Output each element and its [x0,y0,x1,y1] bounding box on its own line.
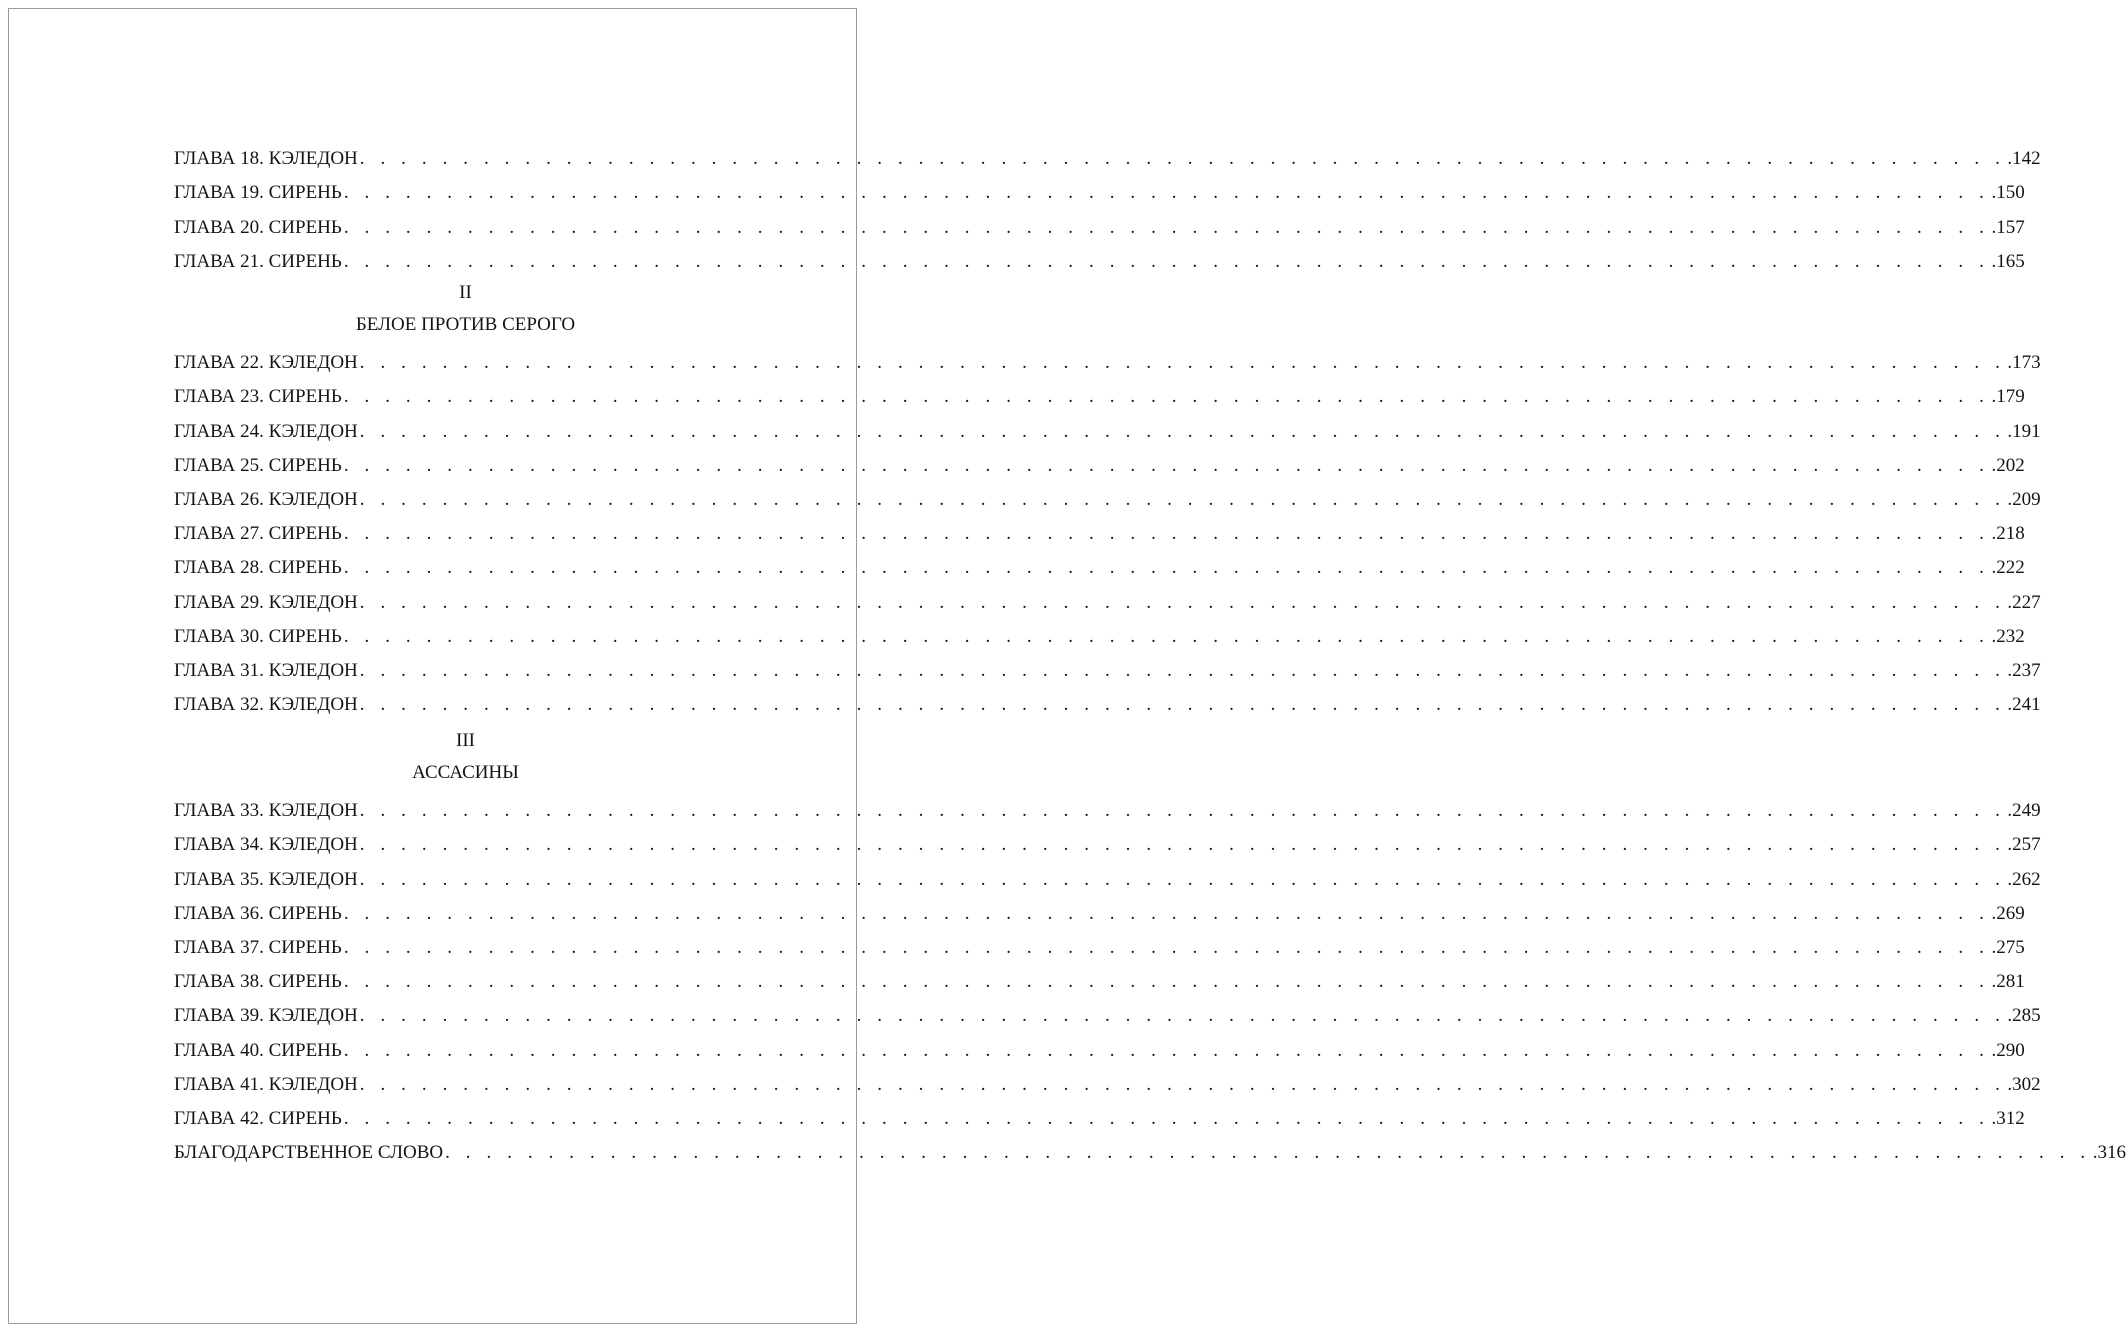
toc-entry[interactable] [174,582,2041,616]
toc-entry-page: .316 [2092,1142,2126,1164]
toc-entry-page: .218 [1991,523,2025,545]
toc-entry[interactable] [174,1133,2126,1167]
toc-entry-page: .209 [2007,488,2041,510]
dot-leader: . . . . . . . . . . . . . . . . . . . . . . . . . . . . . . . . . . . . . . . . . . . . . . . . . . . . . . . . . . . . . . . . . . . . . . . . . . . . . . . . [343,1039,1990,1061]
toc-entry-title: ГЛАВА 25. СИРЕНЬ [174,454,342,476]
toc-entry[interactable] [174,962,2025,996]
toc-entry-title: ГЛАВА 40. СИРЕНЬ [174,1039,342,1061]
toc-entry[interactable] [174,548,2025,582]
dot-leader: . . . . . . . . . . . . . . . . . . . . . . . . . . . . . . . . . . . . . . . . . . . . . . . . . . . . . . . . . . . . . . . . . . . . . . . . . . . . . . . . [445,1142,2091,1164]
dot-leader: . . . . . . . . . . . . . . . . . . . . . . . . . . . . . . . . . . . . . . . . . . . . . . . . . . . . . . . . . . . . . . . . . . . . . . . . . . . . . . . . [359,1005,2006,1027]
toc-entry-title: ГЛАВА 41. КЭЛЕДОН [174,1073,358,1095]
toc-block-part1 [174,139,2041,276]
toc-entry[interactable] [174,139,2041,173]
dot-leader: . . . . . . . . . . . . . . . . . . . . . . . . . . . . . . . . . . . . . . . . . . . . . . . . . . . . . . . . . . . . . . . . . . . . . . . . . . . . . . . . [359,800,2006,822]
toc-entry[interactable] [174,1065,2041,1099]
dot-leader: . . . . . . . . . . . . . . . . . . . . . . . . . . . . . . . . . . . . . . . . . . . . . . . . . . . . . . . . . . . . . . . . . . . . . . . . . . . . . . . . [343,386,1990,408]
dot-leader: . . . . . . . . . . . . . . . . . . . . . . . . . . . . . . . . . . . . . . . . . . . . . . . . . . . . . . . . . . . . . . . . . . . . . . . . . . . . . . . . [343,182,1990,204]
toc-entry-title: ГЛАВА 34. КЭЛЕДОН [174,834,358,856]
dot-leader: . . . . . . . . . . . . . . . . . . . . . . . . . . . . . . . . . . . . . . . . . . . . . . . . . . . . . . . . . . . . . . . . . . . . . . . . . . . . . . . . [359,1073,2006,1095]
toc-block-part3 [174,791,2126,1167]
dot-leader: . . . . . . . . . . . . . . . . . . . . . . . . . . . . . . . . . . . . . . . . . . . . . . . . . . . . . . . . . . . . . . . . . . . . . . . . . . . . . . . . [359,488,2006,510]
dot-leader: . . . . . . . . . . . . . . . . . . . . . . . . . . . . . . . . . . . . . . . . . . . . . . . . . . . . . . . . . . . . . . . . . . . . . . . . . . . . . . . . [359,420,2006,442]
section-number: III [456,730,475,751]
toc-entry-title: ГЛАВА 27. СИРЕНЬ [174,523,342,545]
toc-entry-title: ГЛАВА 38. СИРЕНЬ [174,971,342,993]
toc-entry-page: .241 [2007,694,2041,716]
toc-entry[interactable] [174,996,2041,1030]
toc-entry[interactable] [174,651,2041,685]
dot-leader: . . . . . . . . . . . . . . . . . . . . . . . . . . . . . . . . . . . . . . . . . . . . . . . . . . . . . . . . . . . . . . . . . . . . . . . . . . . . . . . . [343,454,1990,476]
toc-entry-page: .237 [2007,659,2041,681]
dot-leader: . . . . . . . . . . . . . . . . . . . . . . . . . . . . . . . . . . . . . . . . . . . . . . . . . . . . . . . . . . . . . . . . . . . . . . . . . . . . . . . . [343,557,1990,579]
toc-entry-title: БЛАГОДАРСТВЕННОЕ СЛОВО [174,1142,444,1164]
toc-entry-title: ГЛАВА 39. КЭЛЕДОН [174,1005,358,1027]
toc-entry-page: .275 [1991,936,2025,958]
toc-entry[interactable] [174,617,2025,651]
toc-entry-title: ГЛАВА 37. СИРЕНЬ [174,936,342,958]
toc-entry[interactable] [174,894,2025,928]
toc-entry-page: .173 [2007,352,2041,374]
toc-entry[interactable] [174,859,2041,893]
section-number: II [459,282,472,303]
toc-entry-page: .165 [1991,250,2025,272]
dot-leader: . . . . . . . . . . . . . . . . . . . . . . . . . . . . . . . . . . . . . . . . . . . . . . . . . . . . . . . . . . . . . . . . . . . . . . . . . . . . . . . . [343,625,1990,647]
toc-entry-title: ГЛАВА 30. СИРЕНЬ [174,625,342,647]
toc-entry[interactable] [174,411,2041,445]
dot-leader: . . . . . . . . . . . . . . . . . . . . . . . . . . . . . . . . . . . . . . . . . . . . . . . . . . . . . . . . . . . . . . . . . . . . . . . . . . . . . . . . [359,694,2006,716]
toc-entry-page: .285 [2007,1005,2041,1027]
section-title: БЕЛОЕ ПРОТИВ СЕРОГО [355,314,576,335]
section-title: АССАСИНЫ [412,762,519,783]
toc-entry-title: ГЛАВА 42. СИРЕНЬ [174,1107,342,1129]
toc-entry-title: ГЛАВА 24. КЭЛЕДОН [174,420,358,442]
toc-entry-title: ГЛАВА 21. СИРЕНЬ [174,250,342,272]
toc-entry-page: .150 [1991,182,2025,204]
toc-block-part2 [174,343,2041,719]
toc-entry[interactable] [174,480,2041,514]
toc-entry[interactable] [174,825,2041,859]
toc-entry-page: .222 [1991,557,2025,579]
toc-entry[interactable] [174,446,2025,480]
dot-leader: . . . . . . . . . . . . . . . . . . . . . . . . . . . . . . . . . . . . . . . . . . . . . . . . . . . . . . . . . . . . . . . . . . . . . . . . . . . . . . . . [343,523,1990,545]
toc-entry[interactable] [174,1030,2025,1064]
toc-entry-page: .142 [2007,148,2041,170]
dot-leader: . . . . . . . . . . . . . . . . . . . . . . . . . . . . . . . . . . . . . . . . . . . . . . . . . . . . . . . . . . . . . . . . . . . . . . . . . . . . . . . . [343,250,1990,272]
toc-entry-title: ГЛАВА 32. КЭЛЕДОН [174,694,358,716]
toc-entry-title: ГЛАВА 20. СИРЕНЬ [174,216,342,238]
toc-entry-title: ГЛАВА 31. КЭЛЕДОН [174,659,358,681]
toc-entry-title: ГЛАВА 36. СИРЕНЬ [174,902,342,924]
book-page [8,8,2126,1324]
toc-entry-title: ГЛАВА 23. СИРЕНЬ [174,386,342,408]
toc-entry[interactable] [174,377,2025,411]
toc-entry-page: .302 [2007,1073,2041,1095]
toc-entry-page: .290 [1991,1039,2025,1061]
toc-entry-page: .232 [1991,625,2025,647]
toc-entry-page: .179 [1991,386,2025,408]
toc-entry-title: ГЛАВА 33. КЭЛЕДОН [174,800,358,822]
toc-entry-page: .191 [2007,420,2041,442]
toc-entry-page: .257 [2007,834,2041,856]
dot-leader: . . . . . . . . . . . . . . . . . . . . . . . . . . . . . . . . . . . . . . . . . . . . . . . . . . . . . . . . . . . . . . . . . . . . . . . . . . . . . . . . [359,352,2006,374]
toc-entry[interactable] [174,928,2025,962]
toc-entry-page: .269 [1991,902,2025,924]
toc-entry[interactable] [174,791,2041,825]
toc-entry-page: .249 [2007,800,2041,822]
toc-entry[interactable] [174,514,2025,548]
dot-leader: . . . . . . . . . . . . . . . . . . . . . . . . . . . . . . . . . . . . . . . . . . . . . . . . . . . . . . . . . . . . . . . . . . . . . . . . . . . . . . . . [359,834,2006,856]
toc-entry-title: ГЛАВА 19. СИРЕНЬ [174,182,342,204]
toc-entry-page: .202 [1991,454,2025,476]
toc-entry-title: ГЛАВА 26. КЭЛЕДОН [174,488,358,510]
toc-entry-page: .281 [1991,971,2025,993]
toc-entry-title: ГЛАВА 29. КЭЛЕДОН [174,591,358,613]
dot-leader: . . . . . . . . . . . . . . . . . . . . . . . . . . . . . . . . . . . . . . . . . . . . . . . . . . . . . . . . . . . . . . . . . . . . . . . . . . . . . . . . [343,902,1990,924]
dot-leader: . . . . . . . . . . . . . . . . . . . . . . . . . . . . . . . . . . . . . . . . . . . . . . . . . . . . . . . . . . . . . . . . . . . . . . . . . . . . . . . . [343,936,1990,958]
toc-entry-title: ГЛАВА 22. КЭЛЕДОН [174,352,358,374]
dot-leader: . . . . . . . . . . . . . . . . . . . . . . . . . . . . . . . . . . . . . . . . . . . . . . . . . . . . . . . . . . . . . . . . . . . . . . . . . . . . . . . . [343,216,1990,238]
toc-entry-title: ГЛАВА 35. КЭЛЕДОН [174,868,358,890]
toc-entry-page: .157 [1991,216,2025,238]
toc-entry[interactable] [174,343,2041,377]
toc-entry-page: .227 [2007,591,2041,613]
toc-entry[interactable] [174,173,2025,207]
toc-entry[interactable] [174,1099,2025,1133]
dot-leader: . . . . . . . . . . . . . . . . . . . . . . . . . . . . . . . . . . . . . . . . . . . . . . . . . . . . . . . . . . . . . . . . . . . . . . . . . . . . . . . . [359,659,2006,681]
toc-entry[interactable] [174,207,2025,241]
toc-entry-page: .312 [1991,1107,2025,1129]
toc-entry-title: ГЛАВА 28. СИРЕНЬ [174,557,342,579]
dot-leader: . . . . . . . . . . . . . . . . . . . . . . . . . . . . . . . . . . . . . . . . . . . . . . . . . . . . . . . . . . . . . . . . . . . . . . . . . . . . . . . . [343,1107,1990,1129]
dot-leader: . . . . . . . . . . . . . . . . . . . . . . . . . . . . . . . . . . . . . . . . . . . . . . . . . . . . . . . . . . . . . . . . . . . . . . . . . . . . . . . . [359,591,2006,613]
toc-entry-page: .262 [2007,868,2041,890]
dot-leader: . . . . . . . . . . . . . . . . . . . . . . . . . . . . . . . . . . . . . . . . . . . . . . . . . . . . . . . . . . . . . . . . . . . . . . . . . . . . . . . . [359,868,2006,890]
dot-leader: . . . . . . . . . . . . . . . . . . . . . . . . . . . . . . . . . . . . . . . . . . . . . . . . . . . . . . . . . . . . . . . . . . . . . . . . . . . . . . . . [343,971,1990,993]
dot-leader: . . . . . . . . . . . . . . . . . . . . . . . . . . . . . . . . . . . . . . . . . . . . . . . . . . . . . . . . . . . . . . . . . . . . . . . . . . . . . . . . [359,148,2006,170]
toc-entry[interactable] [174,685,2041,719]
toc-entry[interactable] [174,242,2025,276]
toc-entry-title: ГЛАВА 18. КЭЛЕДОН [174,148,358,170]
